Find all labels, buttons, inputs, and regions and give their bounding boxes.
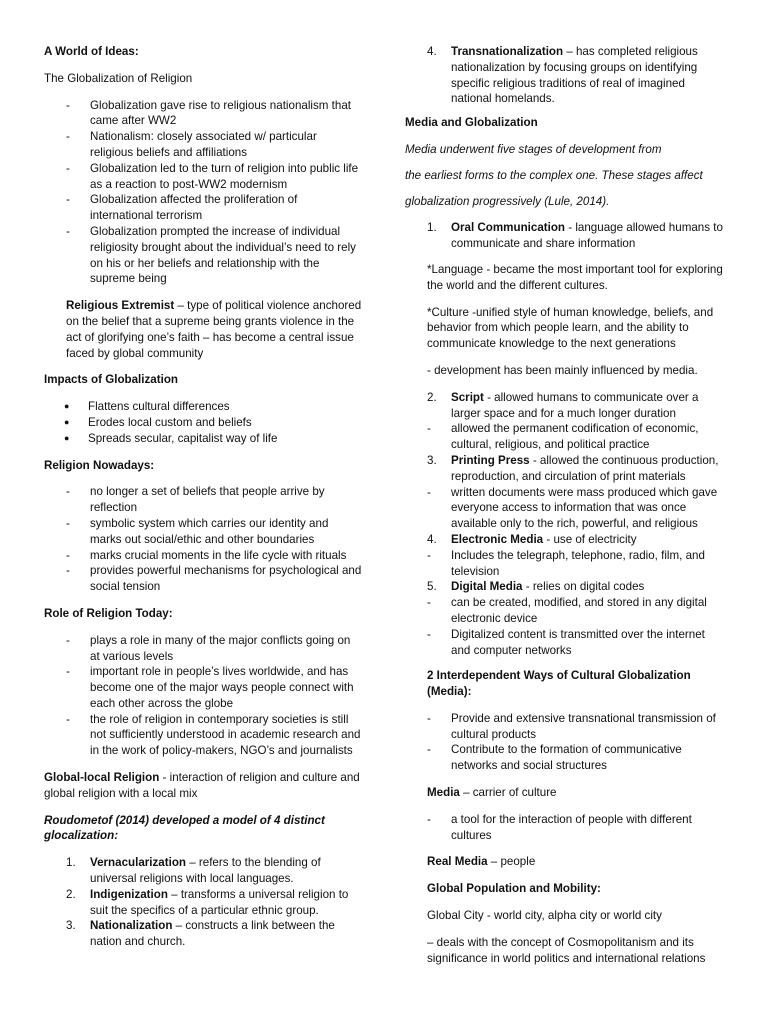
list-item: - Globalization prompted the increase of individual religiosity brought about the individual’s need to rely on his or her beliefs and relationship with the supreme being	[66, 224, 356, 286]
global-city-definition: Global City - world city, alpha city or world city	[427, 909, 662, 923]
list-item: - plays a role in many of the major conflicts going on at various levels	[66, 633, 351, 663]
list-item: 3. Printing Press - allowed the continuous production, reproduction, and circulation of print materials	[427, 453, 719, 483]
list-item: - Digitalized content is transmitted over the internet and computer networks	[427, 627, 705, 657]
list-item: - Globalization gave rise to religious nationalism that came after WW2	[66, 98, 352, 128]
role-heading: Role of Religion Today:	[44, 606, 173, 620]
list-item: - important role in people’s lives worldwide, and has become one of the major ways people connect with each other across the globe	[66, 665, 354, 710]
list-item: - a tool for the interaction of people with different cultures	[427, 812, 692, 842]
oral-communication-list	[405, 220, 723, 252]
list-item: - Globalization affected the proliferation of international terrorism	[66, 193, 298, 223]
list-item: - Provide and extensive transnational transmission of cultural products	[427, 711, 716, 741]
list-item: - can be created, modified, and stored in any digital electronic device	[427, 596, 707, 625]
list-item: ● Spreads secular, capitalist way of life	[64, 431, 278, 445]
nowadays-heading: Religion Nowadays:	[44, 458, 155, 472]
development-note: - development has been mainly influenced by media.	[427, 363, 698, 377]
list-item: 4. Electronic Media - use of electricity	[427, 532, 637, 546]
page-title: A World of Ideas:	[44, 45, 139, 58]
glocalization-model-list-continued	[405, 44, 723, 107]
list-item: - marks crucial moments in the life cycle with rituals	[66, 548, 347, 562]
cosmopolitanism-note: – deals with the concept of Cosmopolitanism and its significance in world politics and international relations	[427, 935, 706, 965]
ways-heading: 2 Interdependent Ways of Cultural Globalization (Media):	[427, 669, 691, 699]
glocal-religion-definition: Global-local Religion - interaction of religion and culture and global religion with a local mix	[44, 771, 360, 800]
list-item: - provides powerful mechanisms for psychological and social tension	[66, 564, 362, 594]
list-item: - written documents were mass produced which gave everyone access to information that was once available only to the rich, powerful, and religious	[427, 485, 718, 531]
list-item: 1. Oral Communication - language allowed humans to communicate and share information	[427, 221, 723, 251]
list-item: - Globalization led to the turn of religion into public life as a reaction to post-WW2 modernism	[66, 161, 359, 191]
section-subtitle: The Globalization of Religion	[44, 71, 193, 85]
list-item: - Contribute to the formation of communicative networks and social structures	[427, 743, 682, 773]
language-note: *Language - became the most important tool for exploring the world and the different cultures.	[427, 262, 723, 292]
list-item: ● Erodes local custom and beliefs	[64, 415, 252, 429]
list-item: 4. Transnationalization – has completed religious nationalization by focusing groups on identifying specific religious traditions of real of imagined national homelands.	[427, 45, 698, 106]
list-item: ● Flattens cultural differences	[64, 400, 230, 414]
left-column	[44, 44, 362, 961]
list-item: 1. Vernacularization – refers to the blending of universal religions with local languages.	[66, 856, 321, 886]
model-heading: Roudometof (2014) developed a model of 4 distinct glocalization:	[44, 813, 325, 843]
culture-note: *Culture -unified style of human knowledge, beliefs, and behavior from which people learn, and the ability to communicate knowledge to the next generations	[427, 305, 714, 351]
media-definition: Media – carrier of culture	[427, 786, 557, 800]
media-points-list	[405, 812, 723, 844]
list-item: 2. Indigenization – transforms a universal religion to suit the specifics of a particular ethnic group.	[66, 887, 349, 917]
impacts-heading: Impacts of Globalization	[44, 373, 178, 387]
media-intro-line: Media underwent five stages of development from	[405, 142, 662, 156]
glocalization-model-list	[44, 855, 362, 950]
globalization-list	[44, 98, 362, 288]
list-item: - Nationalism: closely associated w/ particular religious beliefs and affiliations	[66, 130, 317, 159]
role-list	[44, 633, 362, 759]
right-column	[405, 44, 723, 966]
list-item: - the role of religion in contemporary societies is still not sufficiently understood in academic research and in the work of policy-makers, NGO’s and journalists	[66, 712, 361, 758]
impacts-list	[44, 399, 362, 446]
list-item: 3. Nationalization – constructs a link between the nation and church.	[66, 919, 335, 949]
population-heading: Global Population and Mobility:	[427, 882, 601, 896]
list-item: 2. Script - allowed humans to communicate over a larger space and for a much longer duration	[427, 390, 699, 420]
ways-list	[405, 711, 723, 774]
real-media-definition: Real Media – people	[427, 855, 536, 869]
list-item: 5. Digital Media - relies on digital codes	[427, 580, 645, 594]
list-item: - symbolic system which carries our identity and marks out social/ethic and other boundaries	[66, 516, 329, 546]
media-stages-list	[405, 390, 723, 659]
media-intro-line: globalization progressively (Lule, 2014).	[405, 194, 610, 208]
list-item: - allowed the permanent codification of economic, cultural, religious, and political practice	[427, 422, 699, 452]
list-item: - Includes the telegraph, telephone, radio, film, and television	[427, 548, 705, 578]
media-heading: Media and Globalization	[405, 116, 538, 130]
media-intro-line: the earliest forms to the complex one. These stages affect	[405, 168, 703, 182]
list-item: - no longer a set of beliefs that people arrive by reflection	[66, 485, 325, 515]
nowadays-list	[44, 484, 362, 595]
religious-extremist-definition: Religious Extremist – type of political violence anchored on the belief that a supreme being grants violence in the act of glorifying one’s faith – has become a central issue faced by global community	[66, 299, 362, 360]
